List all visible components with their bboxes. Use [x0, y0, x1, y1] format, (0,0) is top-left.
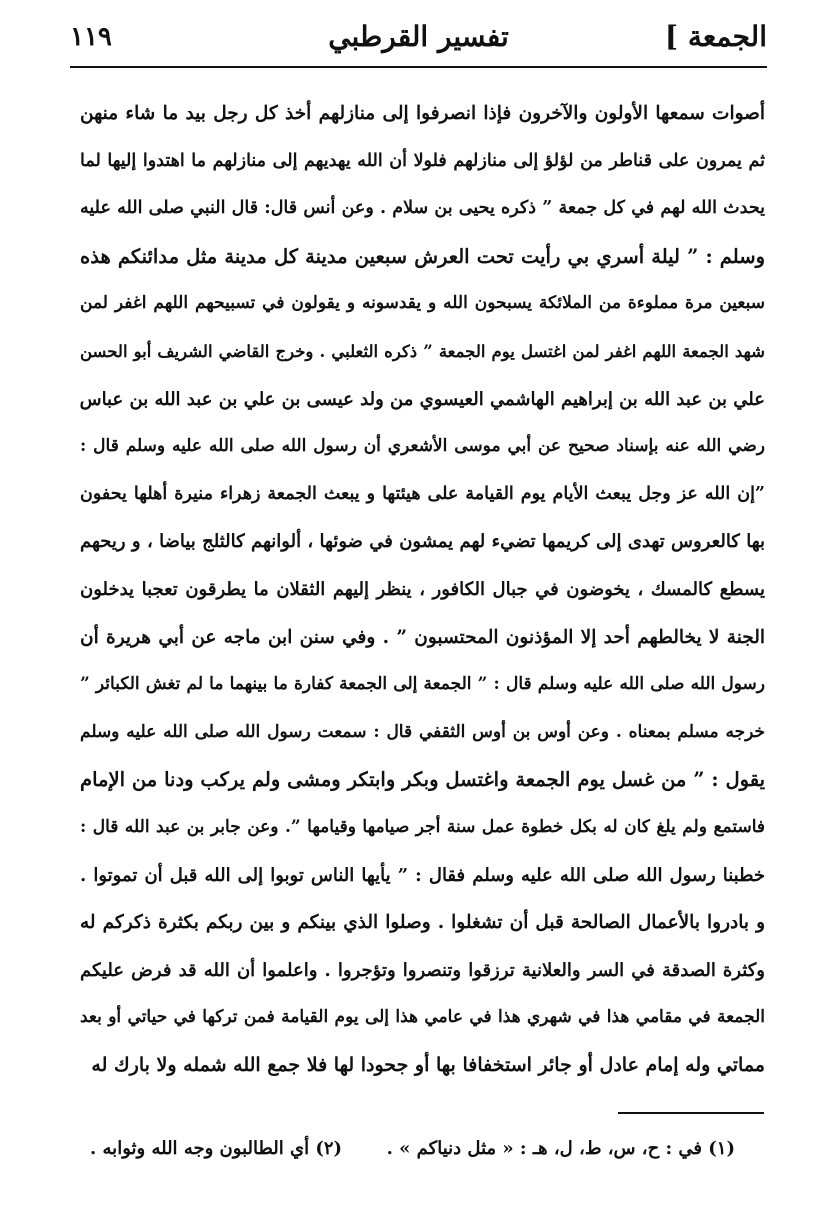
text-line: ”إن الله عز وجل يبعث الأيام يوم القيامة على هيئتها و يبعث الجمعة زهراء منيرة أهلها يحفون — [80, 483, 765, 504]
text-line: رسول الله صلى الله عليه وسلم قال : ” الجمعة إلى الجمعة كفارة ما بينهما ما لم تغش الكبائر ” — [80, 674, 765, 695]
text-line: خطبنا رسول الله صلى الله عليه وسلم فقال : ” يأيها الناس توبوا إلى الله قبل أن تموتوا . — [80, 864, 765, 886]
page-number: ١١٩ — [70, 22, 112, 52]
main-text — [80, 90, 765, 1089]
text-line: يحدث الله لهم في كل جمعة ” ذكره يحيى بن سلام . وعن أنس قال: قال النبي صلى الله عليه — [80, 198, 765, 219]
footnote-rule — [618, 1112, 764, 1114]
text-line: يقول : ” من غسل يوم الجمعة واغتسل وبكر وابتكر ومشى ولم يركب ودنا من الإمام — [80, 768, 765, 792]
page-header — [70, 14, 767, 64]
text-line: وكثرة الصدقة في السر والعلانية ترزقوا وتنصروا وتؤجروا . واعلموا أن الله قد فرض عليكم — [80, 959, 765, 981]
header-rule — [70, 66, 767, 68]
text-line: الجنة لا يخالطهم أحد إلا المؤذنون المحتسبون ” . وفي سنن ابن ماجه عن أبي هريرة أن — [80, 626, 765, 648]
text-line: رضي الله عنه بإسناد صحيح عن أبي موسى الأشعري أن رسول الله صلى الله عليه وسلم قال : — [80, 436, 765, 457]
book-title: تفسير القرطبي — [328, 20, 509, 53]
text-line: الجمعة في مقامي هذا في شهري هذا في عامي هذا إلى يوم القيامة فمن تركها في حياتي أو بعد — [80, 1007, 765, 1028]
text-line: و بادروا بالأعمال الصالحة قبل أن تشغلوا . وصلوا الذي بينكم و بين ربكم بكثرة ذكركم له — [80, 912, 765, 934]
text-line: فاستمع ولم يلغ كان له بكل خطوة عمل سنة أجر صيامها وقيامها ”. وعن جابر بن عبد الله قال : — [80, 816, 765, 837]
footnote-1: (١) في : ح، س، ط، ل، هـ : « مثل دنياكم » . — [386, 1138, 735, 1159]
text-line: مماتي وله إمام عادل أو جائر استخفافا بها أو جحودا لها فلا جمع الله شمله ولا بارك له — [91, 1053, 765, 1076]
chapter-name: الجمعة ] — [664, 20, 767, 53]
text-line: وسلم : ” ليلة أسري بي رأيت تحت العرش سبعين مدينة كل مدينة مثل مدائنكم هذه — [80, 244, 765, 268]
text-line: بها كالعروس تهدى إلى كريمها تضيء لهم يمشون في ضوئها ، ألوانهم كالثلج بياضا ، و ريحهم — [80, 531, 765, 553]
text-line: ثم يمرون على قناطر من لؤلؤ إلى منازلهم فلولا أن الله يهديهم إلى منازلهم ما اهتدوا إليها لما — [80, 150, 765, 171]
footnote-2: (٢) أي الطالبون وجه الله وثوابه . — [90, 1138, 343, 1159]
text-line: خرجه مسلم بمعناه . وعن أوس بن أوس الثقفي قال : سمعت رسول الله صلى الله عليه وسلم — [80, 721, 765, 742]
footnotes — [90, 1132, 735, 1172]
text-line: علي بن عبد الله بن إبراهيم الهاشمي العيسوي من ولد عيسى بن علي بن عبد الله بن عباس — [80, 388, 765, 410]
text-line: أصوات سمعها الأولون والآخرون فإذا انصرفوا إلى منازلهم أخذ كل رجل بيد ما شاء منهن — [80, 103, 765, 124]
text-line: يسطع كالمسك ، يخوضون في جبال الكافور ، ينظر إليهم الثقلان ما يطرقون تعجبا يدخلون — [80, 578, 765, 600]
text-line: شهد الجمعة اللهم اغفر لمن اغتسل يوم الجمعة ” ذكره الثعلبي . وخرج القاضي الشريف أبو الحسن — [80, 341, 765, 361]
text-line: سبعين مرة مملوءة من الملائكة يسبحون الله و يقدسونه و يقولون في تسبيحهم اللهم اغفر لمن — [80, 293, 765, 314]
